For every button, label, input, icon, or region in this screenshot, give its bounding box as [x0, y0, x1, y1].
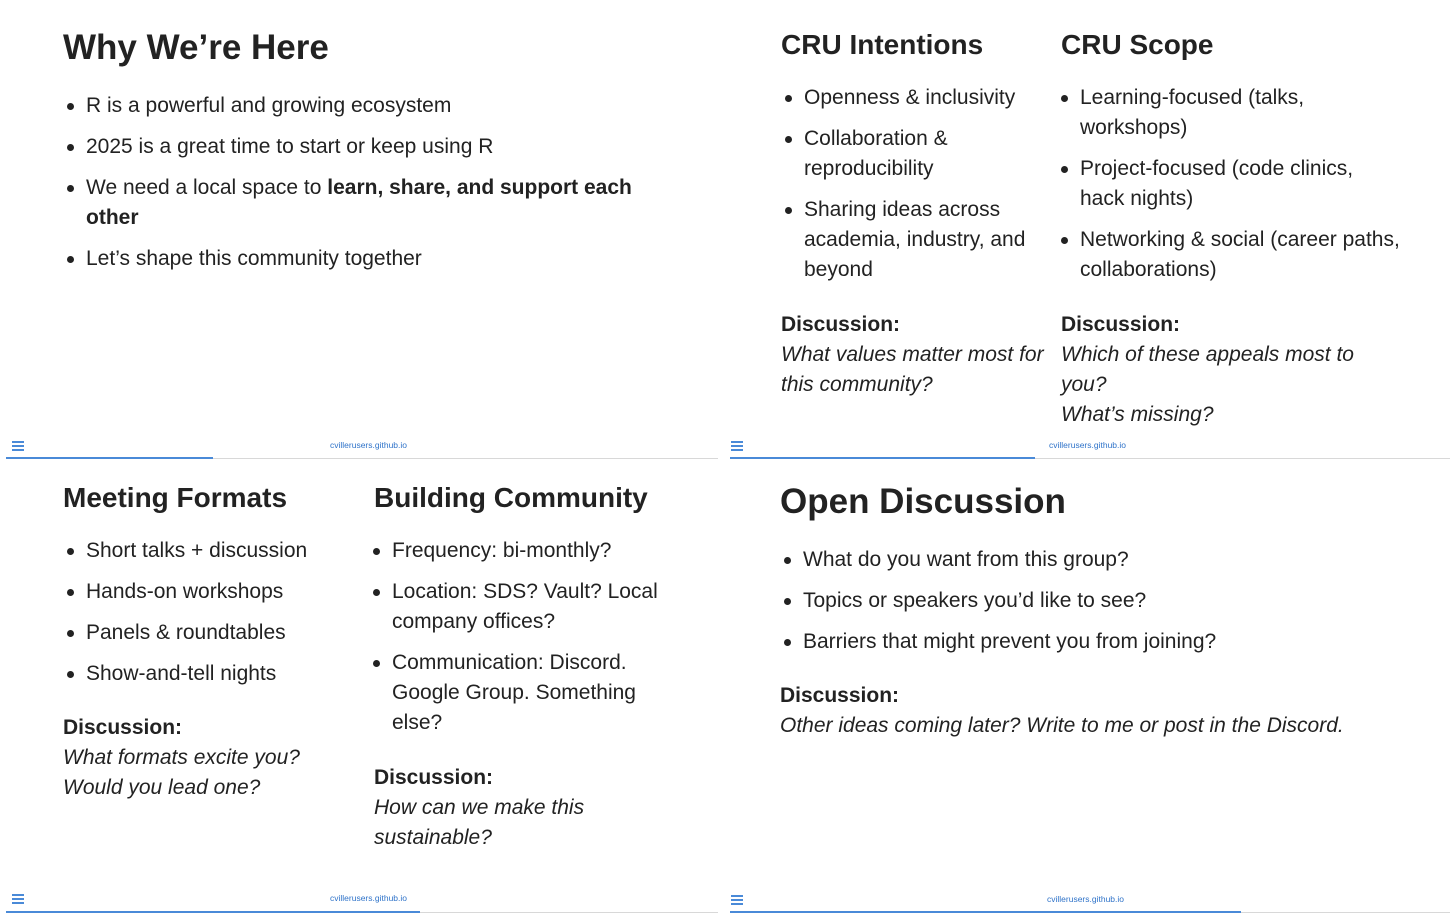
menu-icon[interactable] — [731, 895, 743, 905]
bullet-item: Let’s shape this community together — [86, 244, 686, 274]
slide-cru-intentions-scope — [724, 0, 1456, 460]
bullet-item: Panels & roundtables — [86, 618, 376, 648]
slide-title: Open Discussion — [780, 482, 1066, 521]
bullet-list-community — [368, 536, 672, 749]
discussion-question: Would you lead one? — [63, 776, 261, 799]
discussion-question: Which of these appeals most to you? — [1061, 343, 1354, 396]
bullet-item: Openness & inclusivity — [804, 83, 1064, 113]
slide-why-were-here — [0, 0, 724, 460]
menu-icon[interactable] — [12, 894, 24, 904]
discussion-label: Discussion: — [780, 684, 900, 707]
bullet-list-scope — [1056, 83, 1400, 296]
bullet-item: Learning-focused (talks, workshops) — [1080, 83, 1400, 143]
bullet-item: Sharing ideas across academia, industry, and beyond — [804, 195, 1064, 285]
bullet-bold-text: learn, share, and support each other — [86, 176, 632, 229]
menu-icon[interactable] — [12, 441, 24, 451]
bullet-item: R is a powerful and growing ecosystem — [86, 91, 686, 121]
bullet-item: Networking & social (career paths, collaborations) — [1080, 225, 1400, 285]
bullet-item: Barriers that might prevent you from joining? — [803, 627, 1423, 657]
bullet-item: What do you want from this group? — [803, 545, 1423, 575]
progress-bar — [730, 911, 1241, 913]
progress-bar — [6, 457, 213, 459]
bullet-item: Communication: Discord. Google Group. Something else? — [392, 648, 672, 738]
bullet-item: Collaboration & reproducibility — [804, 124, 1064, 184]
bullet-text: We need a local space to — [86, 176, 328, 199]
footer-link[interactable]: cvillerusers.github.io — [330, 440, 408, 450]
bullet-item: Location: SDS? Vault? Local company offices? — [392, 577, 672, 637]
slide-meeting-formats-community — [0, 462, 724, 920]
bullet-item: 2025 is a great time to start or keep using R — [86, 132, 686, 162]
bullet-list-formats — [62, 536, 376, 700]
footer-link[interactable]: cvillerusers.github.io — [330, 893, 408, 903]
discussion-label: Discussion: — [374, 766, 494, 789]
slide-open-discussion — [724, 462, 1456, 920]
bullet-item: Show-and-tell nights — [86, 659, 376, 689]
column-title-scope: CRU Scope — [1061, 29, 1214, 60]
progress-bar — [730, 457, 1035, 459]
bullet-item: Short talks + discussion — [86, 536, 376, 566]
discussion-question: What’s missing? — [1061, 403, 1214, 426]
bullet-list-intentions — [780, 83, 1064, 296]
discussion-question: Other ideas coming later? Write to me or post in the Discord. — [780, 714, 1344, 737]
slide-title: Why We’re Here — [63, 28, 329, 67]
column-title-intentions: CRU Intentions — [781, 29, 984, 60]
column-title-meeting-formats: Meeting Formats — [63, 482, 288, 513]
discussion-label: Discussion: — [1061, 313, 1181, 336]
column-title-building-community: Building Community — [374, 482, 648, 513]
discussion-label: Discussion: — [781, 313, 901, 336]
bullet-item — [86, 173, 686, 233]
footer-link[interactable]: cvillerusers.github.io — [1047, 894, 1125, 904]
discussion-label: Discussion: — [63, 716, 183, 739]
bullet-item: Frequency: bi-monthly? — [392, 536, 672, 566]
menu-icon[interactable] — [731, 441, 743, 451]
bullet-item: Hands-on workshops — [86, 577, 376, 607]
discussion-question: How can we make this sustainable? — [374, 796, 585, 849]
bullet-item: Topics or speakers you’d like to see? — [803, 586, 1423, 616]
progress-bar — [6, 911, 420, 913]
bullet-list — [62, 91, 686, 285]
bullet-list — [779, 545, 1423, 668]
bullet-item: Project-focused (code clinics, hack nights) — [1080, 154, 1400, 214]
discussion-question: What values matter most for this community? — [781, 343, 1044, 396]
footer-link[interactable]: cvillerusers.github.io — [1049, 440, 1127, 450]
discussion-question: What formats excite you? — [63, 746, 300, 769]
